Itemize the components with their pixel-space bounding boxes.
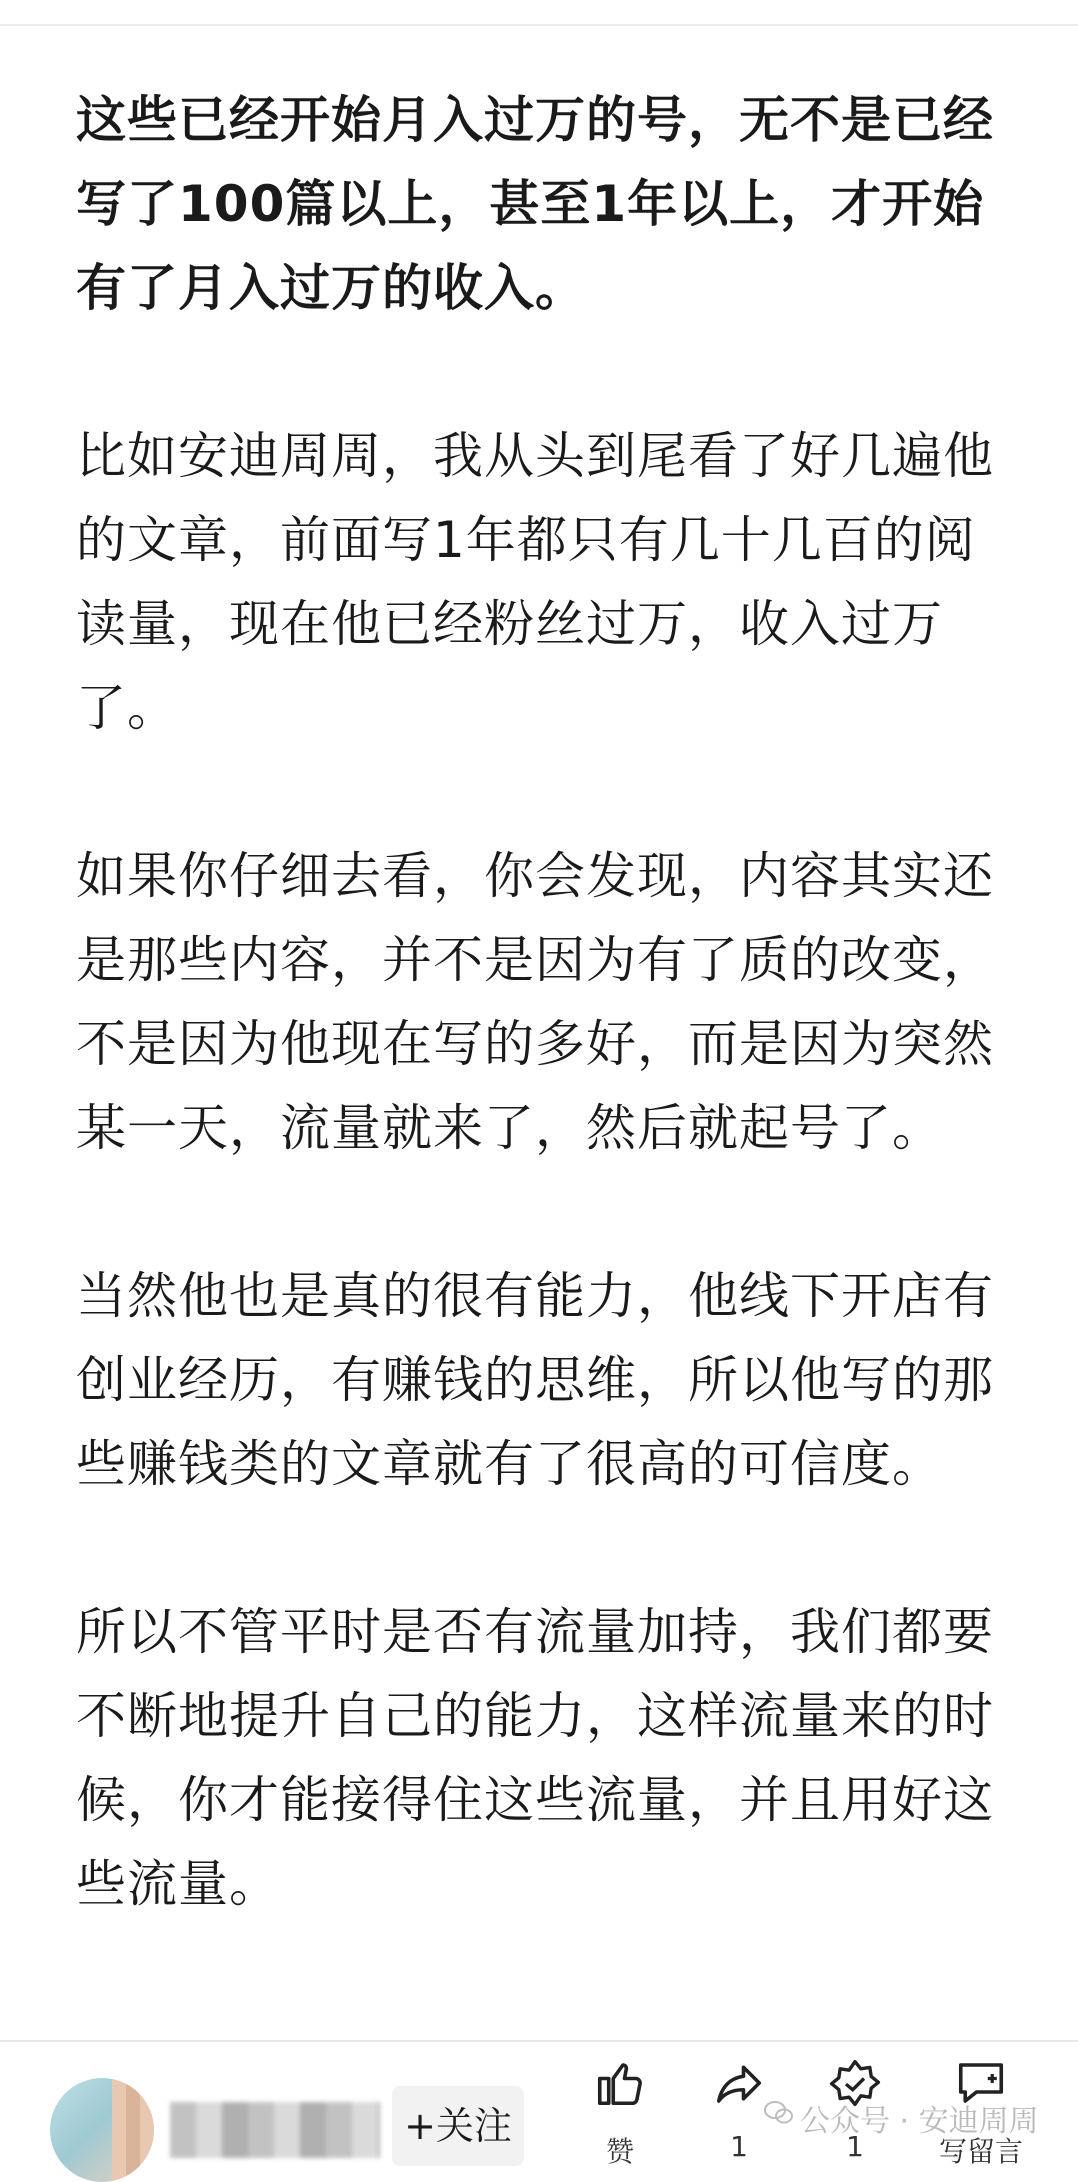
bottom-action-bar — [0, 2040, 1078, 2168]
article-body — [76, 78, 1006, 2010]
like-label: 赞 — [605, 2135, 634, 2168]
watermark-text: 公众号 · 安迪周周 — [800, 2104, 1039, 2139]
share-button[interactable] — [684, 2042, 794, 2163]
comment-label: 写留言 — [938, 2135, 1023, 2168]
article-paragraph-3: 如果你仔细去看，你会发现，内容其实还是那些内容，并不是因为有了质的改变，不是因为他现在写的多好，而是因为突然某一天，流量就来了，然后就起号了。 — [76, 847, 994, 1157]
share-arrow-icon — [712, 2056, 766, 2110]
avatar-mosaic — [112, 2078, 154, 2182]
follow-button[interactable]: +关注 — [392, 2086, 524, 2166]
like-button[interactable] — [565, 2042, 675, 2168]
thumbs-up-icon — [593, 2056, 647, 2110]
author-avatar[interactable] — [50, 2078, 154, 2182]
recommend-count: 1 — [846, 2130, 864, 2163]
share-count: 1 — [730, 2130, 748, 2163]
article-paragraph-4: 当然他也是真的很有能力，他线下开店有创业经历，有赚钱的思维，所以他写的那些赚钱类的文章就有了很高的可信度。 — [76, 1267, 994, 1493]
wechat-icon — [764, 2100, 794, 2126]
article-paragraph-5: 所以不管平时是否有流量加持，我们都要不断地提升自己的能力，这样流量来的时候，你才能接得住这些流量，并且用好这些流量。 — [76, 1603, 994, 1913]
article-paragraph-2: 比如安迪周周，我从头到尾看了好几遍他的文章，前面写1年都只有几十几百的阅读量，现在他已经粉丝过万，收入过万了。 — [76, 427, 994, 737]
article-paragraph-1: 这些已经开始月入过万的号，无不是已经写了100篇以上，甚至1年以上，才开始有了月入过万的收入。 — [76, 91, 994, 317]
